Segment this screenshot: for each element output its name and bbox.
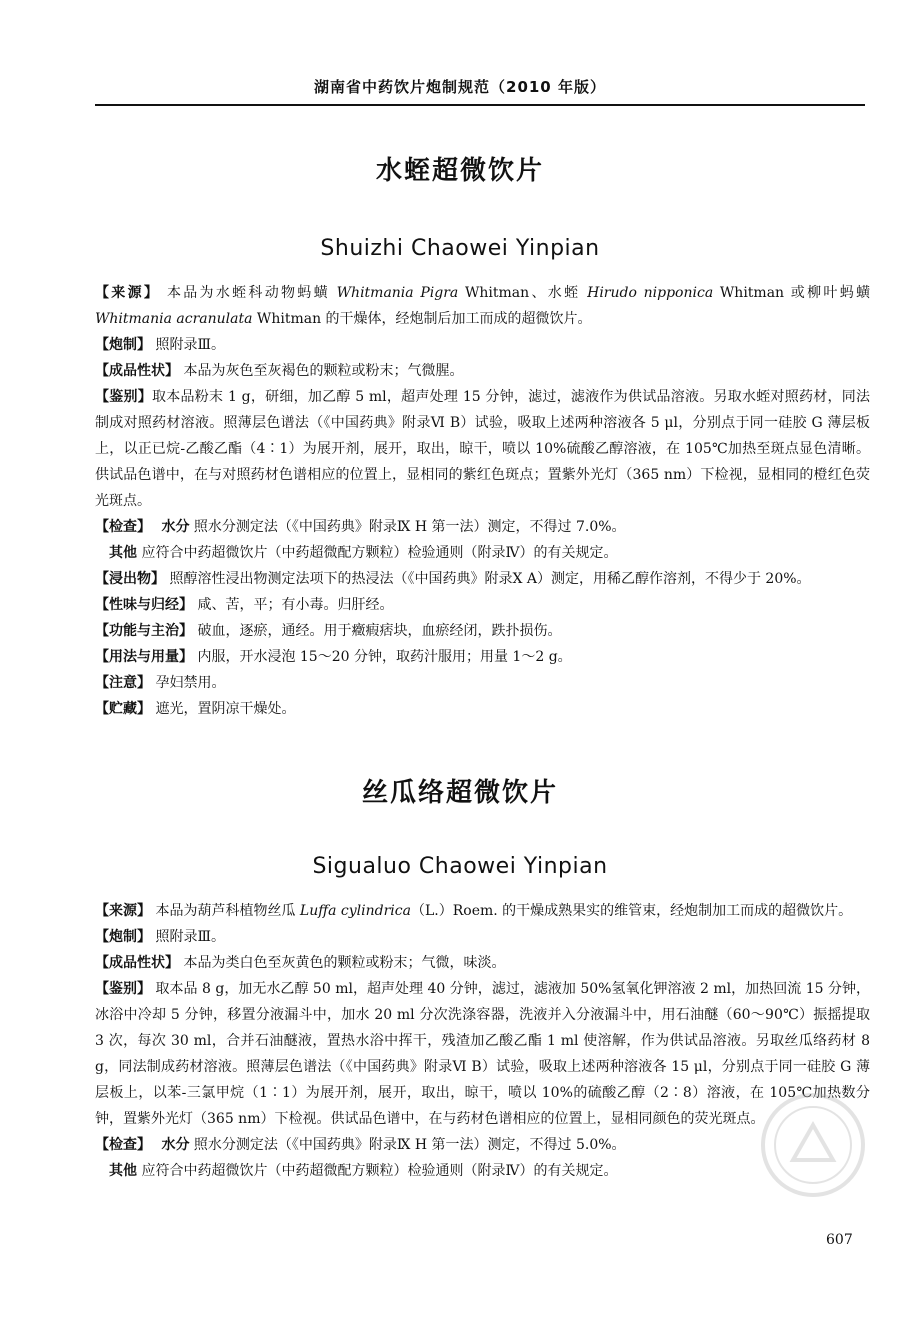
section2-pinyin-title: Sigualuo Chaowei Yinpian: [312, 854, 608, 879]
section1-appearance: [95, 358, 870, 384]
caution-tag: 【注意】: [95, 675, 151, 691]
section1-check: [95, 514, 870, 540]
section2-process: [95, 924, 870, 950]
section1-storage: [95, 696, 870, 722]
source-tag: 【来源】: [95, 285, 161, 301]
section1-title: 水蛭超微饮片: [375, 156, 544, 186]
appearance-text: 本品为类白色至灰黄色的颗粒或粉末；气微，味淡。: [183, 955, 506, 971]
process-tag: 【炮制】: [95, 337, 151, 353]
section1-other: [95, 540, 870, 566]
source-text: Whitman 或柳叶蚂蟥: [713, 285, 870, 301]
section1-pinyin-title: Shuizhi Chaowei Yinpian: [320, 236, 600, 261]
extract-text: 照醇溶性浸出物测定法项下的热浸法（《中国药典》附录Ⅹ A）测定，用稀乙醇作溶剂，不得少于 20%。: [169, 571, 811, 587]
process-text: 照附录Ⅲ。: [155, 929, 225, 945]
extract-tag: 【浸出物】: [95, 571, 165, 587]
source-tag: 【来源】: [95, 903, 151, 919]
section2-source: [95, 898, 870, 924]
nature-text: 咸、苦，平；有小毒。归肝经。: [197, 597, 394, 613]
identify-tag: 【鉴别】: [95, 389, 153, 405]
process-tag: 【炮制】: [95, 929, 151, 945]
storage-tag: 【贮藏】: [95, 701, 151, 717]
other-label: 其他: [109, 545, 137, 561]
function-text: 破血，逐瘀，通经。用于癥瘕痞块，血瘀经闭，跌扑损伤。: [197, 623, 562, 639]
function-tag: 【功能与主治】: [95, 623, 193, 639]
source-text: Whitman 的干燥体，经炮制后加工而成的超微饮片。: [252, 311, 592, 327]
section2-title: 丝瓜络超微饮片: [361, 778, 558, 808]
section1-process: [95, 332, 870, 358]
section1-usage: [95, 644, 870, 670]
identify-text: 取本品 8 g，加无水乙醇 50 ml，超声处理 40 分钟，滤过，滤液加 50%氢氧化钾溶液 2 ml，加热回流 15 分钟，冰浴中冷却 5 分钟，移置分液漏斗中，加水 20 ml 分次洗涤容器，洗液并入分液漏斗中，用石油醚（60～90℃）振摇提取 3 次，每次 30 ml，合并石油醚液，置热水浴中挥干，残渣加乙酸乙酯 1 ml 使溶解，作为供试品溶液。另取丝瓜络药材 8 g，同法制成药材溶液。照薄层色谱法（《中国药典》附录Ⅵ B）试验，吸取上述两种溶液各 15 μl，分别点于同一硅胶 G 薄层板上，以苯-三氯甲烷（1∶1）为展开剂，展开，取出，晾干，喷以 10%的硫酸乙醇（2∶8）溶液，在 105℃加热数分钟，置紫外光灯（365 nm）下检视。供试品色谱中，在与药材色谱相应的位置上，显相同颜色的荧光斑点。: [95, 981, 871, 1127]
source-text: 本品为水蛭科动物蚂蟥: [166, 285, 337, 301]
section1-function: [95, 618, 870, 644]
appearance-tag: 【成品性状】: [95, 363, 179, 379]
latin-name: Luffa cylindrica: [299, 903, 411, 919]
section2-appearance: [95, 950, 870, 976]
section1-caution: [95, 670, 870, 696]
appearance-text: 本品为灰色至灰褐色的颗粒或粉末；气微腥。: [183, 363, 464, 379]
process-text: 照附录Ⅲ。: [155, 337, 225, 353]
section1-nature: [95, 592, 870, 618]
moisture-label: 水分: [161, 519, 190, 535]
other-text: 应符合中药超微饮片（中药超微配方颗粒）检验通则（附录Ⅳ）的有关规定。: [141, 545, 618, 561]
publisher-seal-icon: [748, 1080, 878, 1210]
usage-text: 内服，开水浸泡 15～20 分钟，取药汁服用；用量 1～2 g。: [197, 649, 572, 665]
section1-source: [95, 280, 870, 332]
other-text: 应符合中药超微饮片（中药超微配方颗粒）检验通则（附录Ⅳ）的有关规定。: [141, 1163, 618, 1179]
check-text: 照水分测定法（《中国药典》附录Ⅸ H 第一法）测定，不得过 5.0%。: [193, 1137, 626, 1153]
other-label: 其他: [109, 1163, 137, 1179]
section1-body: [95, 280, 870, 722]
page-number: 607: [826, 1232, 853, 1248]
header-rule: [95, 104, 865, 106]
moisture-label: 水分: [161, 1137, 190, 1153]
identify-text: 取本品粉末 1 g，研细，加乙醇 5 ml，超声处理 15 分钟，滤过，滤液作为供试品溶液。另取水蛭对照药材，同法制成对照药材溶液。照薄层色谱法（《中国药典》附录Ⅵ B）试验，吸取上述两种溶液各 5 μl，分别点于同一硅胶 G 薄层板上，以正已烷-乙酸乙酯（4∶1）为展开剂，展开，取出，晾干，喷以 10%硫酸乙醇溶液，在 105℃加热至斑点显色清晰。供试品色谱中，在与对照药材色谱相应的位置上，显相同的紫红色斑点；置紫外光灯（365 nm）下检视，显相同的橙红色荧光斑点。: [95, 389, 870, 509]
appearance-tag: 【成品性状】: [95, 955, 179, 971]
usage-tag: 【用法与用量】: [95, 649, 193, 665]
running-header: 湖南省中药饮片炮制规范（2010 年版）: [314, 78, 606, 96]
check-tag: 【检查】: [95, 519, 151, 535]
section1-identify: [95, 384, 870, 514]
latin-name: Hirudo nipponica: [587, 285, 714, 301]
check-tag: 【检查】: [95, 1137, 151, 1153]
identify-tag: 【鉴别】: [95, 981, 152, 997]
section1-extract: [95, 566, 870, 592]
source-text: 本品为葫芦科植物丝瓜: [155, 903, 300, 919]
latin-name: Whitmania Pigra: [336, 285, 459, 301]
check-text: 照水分测定法（《中国药典》附录Ⅸ H 第一法）测定，不得过 7.0%。: [193, 519, 626, 535]
latin-name: Whitmania acranulata: [95, 311, 253, 327]
source-text: Whitman、水蛭: [458, 285, 588, 301]
source-text: （L.）Roem. 的干燥成熟果实的维管束，经炮制加工而成的超微饮片。: [410, 903, 853, 919]
storage-text: 遮光，置阴凉干燥处。: [155, 701, 296, 717]
nature-tag: 【性味与归经】: [95, 597, 193, 613]
caution-text: 孕妇禁用。: [155, 675, 226, 691]
